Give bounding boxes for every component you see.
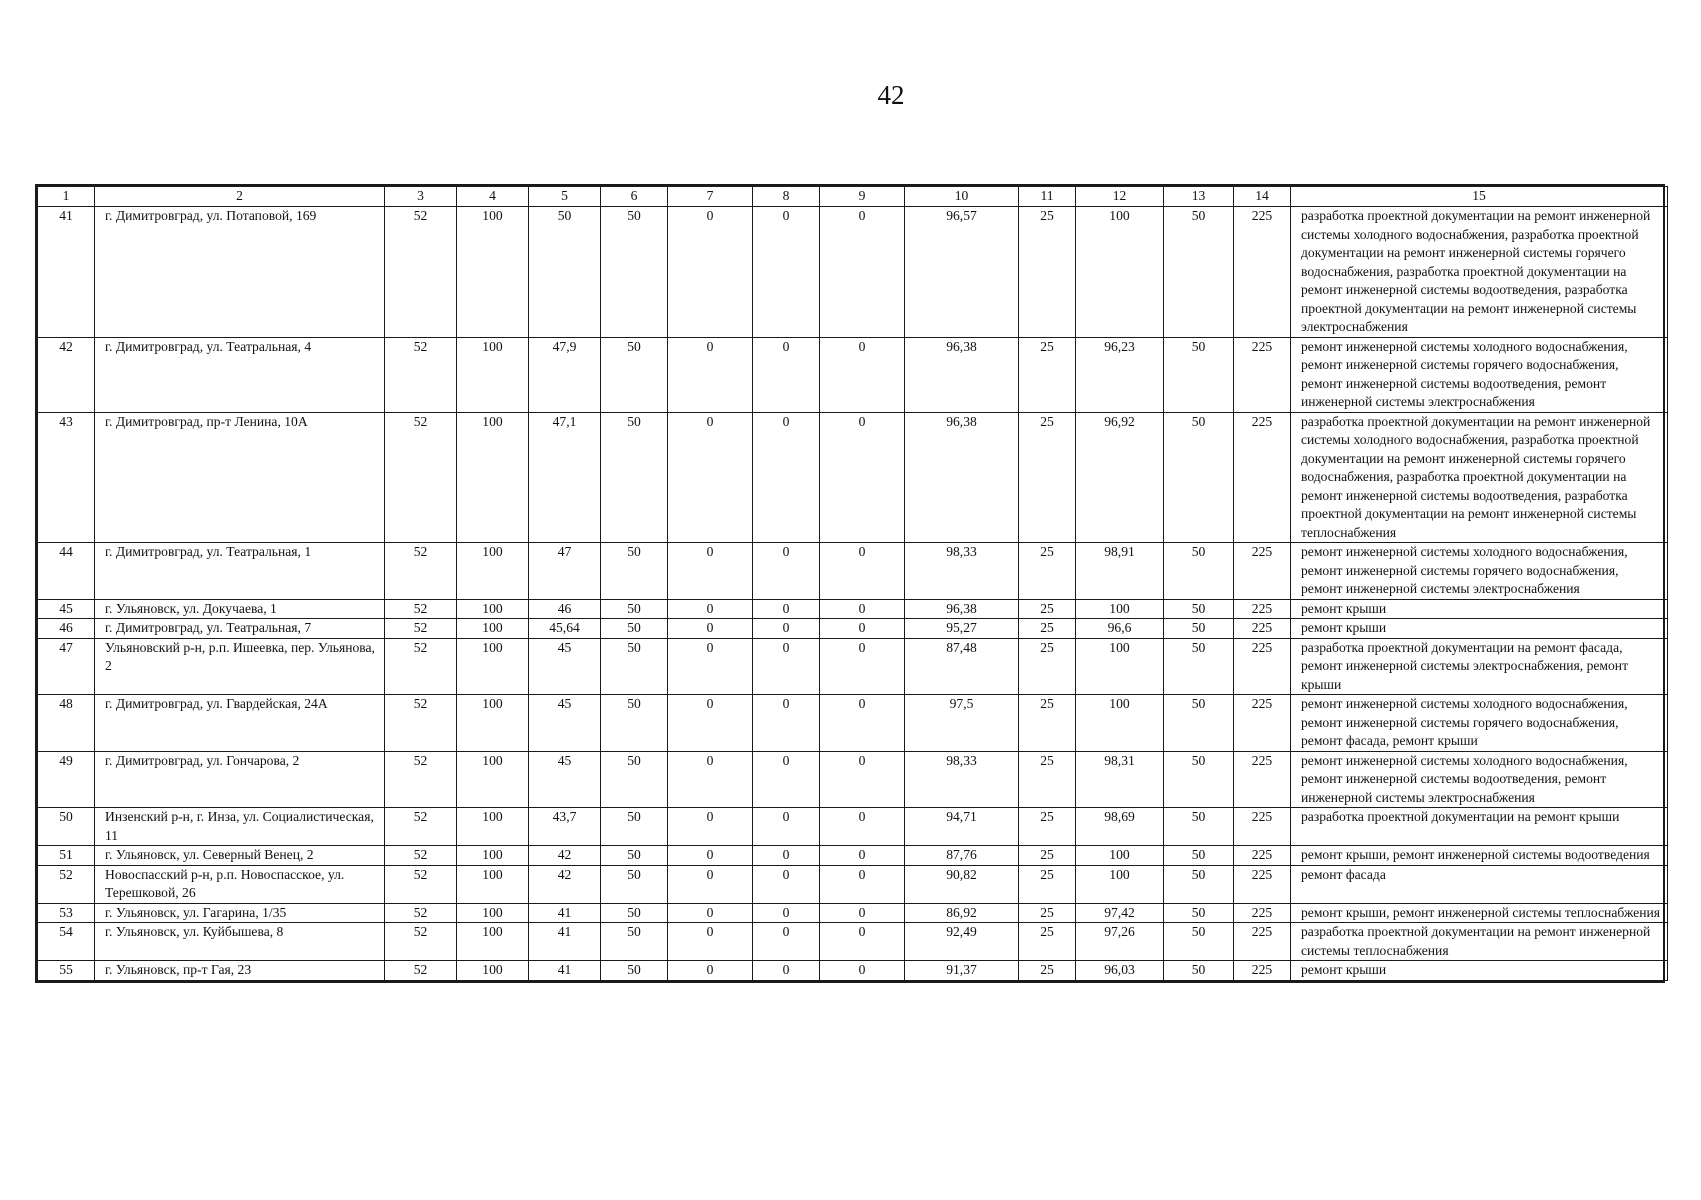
cell-value-9: 0 (820, 207, 905, 338)
cell-value-10: 96,38 (905, 337, 1019, 412)
cell-value-3: 52 (385, 599, 457, 619)
data-table-container (35, 184, 1665, 983)
column-header: 2 (95, 187, 385, 207)
cell-value-5: 46 (529, 599, 601, 619)
cell-row-number: 47 (38, 638, 95, 695)
cell-value-14: 225 (1234, 846, 1291, 866)
cell-value-8: 0 (753, 808, 820, 846)
cell-value-10: 87,76 (905, 846, 1019, 866)
cell-value-10: 95,27 (905, 619, 1019, 639)
cell-value-11: 25 (1019, 903, 1076, 923)
cell-value-14: 225 (1234, 619, 1291, 639)
cell-value-7: 0 (668, 961, 753, 981)
cell-value-7: 0 (668, 846, 753, 866)
cell-address: г. Ульяновск, ул. Куйбышева, 8 (95, 923, 385, 961)
cell-value-12: 96,6 (1076, 619, 1164, 639)
cell-value-13: 50 (1164, 619, 1234, 639)
cell-value-9: 0 (820, 412, 905, 543)
cell-value-14: 225 (1234, 865, 1291, 903)
cell-value-3: 52 (385, 619, 457, 639)
cell-work-description: ремонт крыши, ремонт инженерной системы теплоснабжения (1291, 903, 1668, 923)
cell-row-number: 45 (38, 599, 95, 619)
cell-value-9: 0 (820, 599, 905, 619)
cell-value-13: 50 (1164, 923, 1234, 961)
table-row (38, 903, 1668, 923)
cell-value-7: 0 (668, 412, 753, 543)
cell-value-14: 225 (1234, 808, 1291, 846)
column-header: 14 (1234, 187, 1291, 207)
cell-value-5: 45,64 (529, 619, 601, 639)
cell-work-description: ремонт инженерной системы холодного водоснабжения, ремонт инженерной системы горячего водоснабжения, ремонт фасада, ремонт крыши (1291, 695, 1668, 752)
cell-value-4: 100 (457, 846, 529, 866)
cell-value-4: 100 (457, 751, 529, 808)
column-header: 9 (820, 187, 905, 207)
cell-value-10: 97,5 (905, 695, 1019, 752)
cell-value-7: 0 (668, 808, 753, 846)
cell-value-10: 98,33 (905, 751, 1019, 808)
cell-value-6: 50 (601, 543, 668, 600)
cell-value-7: 0 (668, 599, 753, 619)
cell-row-number: 53 (38, 903, 95, 923)
cell-row-number: 48 (38, 695, 95, 752)
cell-value-14: 225 (1234, 923, 1291, 961)
cell-row-number: 41 (38, 207, 95, 338)
cell-value-8: 0 (753, 412, 820, 543)
cell-value-12: 97,42 (1076, 903, 1164, 923)
cell-value-4: 100 (457, 695, 529, 752)
cell-value-10: 96,38 (905, 599, 1019, 619)
cell-value-11: 25 (1019, 808, 1076, 846)
cell-value-10: 91,37 (905, 961, 1019, 981)
cell-address: г. Димитровград, ул. Театральная, 7 (95, 619, 385, 639)
cell-value-11: 25 (1019, 619, 1076, 639)
cell-value-11: 25 (1019, 923, 1076, 961)
cell-value-5: 41 (529, 961, 601, 981)
cell-value-11: 25 (1019, 543, 1076, 600)
cell-value-8: 0 (753, 543, 820, 600)
cell-value-14: 225 (1234, 412, 1291, 543)
cell-value-10: 90,82 (905, 865, 1019, 903)
cell-value-9: 0 (820, 619, 905, 639)
cell-value-3: 52 (385, 207, 457, 338)
cell-value-9: 0 (820, 695, 905, 752)
cell-value-3: 52 (385, 543, 457, 600)
cell-value-9: 0 (820, 846, 905, 866)
cell-value-5: 42 (529, 865, 601, 903)
cell-value-14: 225 (1234, 207, 1291, 338)
column-header: 1 (38, 187, 95, 207)
cell-value-6: 50 (601, 751, 668, 808)
cell-value-3: 52 (385, 412, 457, 543)
table-row (38, 619, 1668, 639)
cell-work-description: ремонт крыши (1291, 619, 1668, 639)
table-row (38, 961, 1668, 981)
cell-value-14: 225 (1234, 543, 1291, 600)
column-header: 5 (529, 187, 601, 207)
cell-address: г. Димитровград, ул. Гончарова, 2 (95, 751, 385, 808)
cell-value-8: 0 (753, 961, 820, 981)
cell-value-5: 50 (529, 207, 601, 338)
table-row (38, 695, 1668, 752)
cell-value-4: 100 (457, 412, 529, 543)
cell-value-6: 50 (601, 412, 668, 543)
cell-value-8: 0 (753, 337, 820, 412)
cell-value-14: 225 (1234, 695, 1291, 752)
column-header: 15 (1291, 187, 1668, 207)
cell-work-description: разработка проектной документации на ремонт инженерной системы теплоснабжения (1291, 923, 1668, 961)
cell-value-6: 50 (601, 695, 668, 752)
cell-address: Инзенский р-н, г. Инза, ул. Социалистическая, 11 (95, 808, 385, 846)
cell-value-13: 50 (1164, 543, 1234, 600)
cell-value-5: 43,7 (529, 808, 601, 846)
cell-value-8: 0 (753, 207, 820, 338)
cell-value-6: 50 (601, 207, 668, 338)
cell-value-5: 45 (529, 751, 601, 808)
cell-value-13: 50 (1164, 207, 1234, 338)
cell-value-7: 0 (668, 751, 753, 808)
cell-value-14: 225 (1234, 903, 1291, 923)
cell-value-13: 50 (1164, 412, 1234, 543)
cell-address: г. Димитровград, ул. Театральная, 1 (95, 543, 385, 600)
cell-value-7: 0 (668, 543, 753, 600)
cell-value-5: 41 (529, 903, 601, 923)
cell-value-12: 100 (1076, 207, 1164, 338)
column-header: 3 (385, 187, 457, 207)
table-row (38, 599, 1668, 619)
column-header: 12 (1076, 187, 1164, 207)
cell-value-5: 47 (529, 543, 601, 600)
cell-value-3: 52 (385, 923, 457, 961)
table-row (38, 865, 1668, 903)
column-header: 13 (1164, 187, 1234, 207)
table-body (38, 207, 1668, 981)
cell-address: г. Ульяновск, ул. Гагарина, 1/35 (95, 903, 385, 923)
column-header: 10 (905, 187, 1019, 207)
cell-value-3: 52 (385, 695, 457, 752)
cell-value-12: 100 (1076, 695, 1164, 752)
cell-value-7: 0 (668, 207, 753, 338)
cell-value-12: 96,23 (1076, 337, 1164, 412)
column-header: 7 (668, 187, 753, 207)
cell-value-11: 25 (1019, 695, 1076, 752)
cell-value-12: 96,92 (1076, 412, 1164, 543)
cell-address: Новоспасский р-н, р.п. Новоспасское, ул. Терешковой, 26 (95, 865, 385, 903)
cell-value-10: 98,33 (905, 543, 1019, 600)
cell-row-number: 51 (38, 846, 95, 866)
cell-value-7: 0 (668, 695, 753, 752)
cell-work-description: ремонт инженерной системы холодного водоснабжения, ремонт инженерной системы горячего водоснабжения, ремонт инженерной системы электроснабжения (1291, 543, 1668, 600)
cell-value-4: 100 (457, 923, 529, 961)
column-header: 6 (601, 187, 668, 207)
column-header: 11 (1019, 187, 1076, 207)
cell-value-9: 0 (820, 961, 905, 981)
cell-work-description: ремонт крыши, ремонт инженерной системы водоотведения (1291, 846, 1668, 866)
cell-value-4: 100 (457, 865, 529, 903)
cell-address: г. Димитровград, ул. Потаповой, 169 (95, 207, 385, 338)
cell-row-number: 46 (38, 619, 95, 639)
cell-value-3: 52 (385, 846, 457, 866)
cell-value-13: 50 (1164, 865, 1234, 903)
cell-value-14: 225 (1234, 599, 1291, 619)
cell-value-4: 100 (457, 808, 529, 846)
cell-work-description: разработка проектной документации на ремонт инженерной системы холодного водоснабжения, разработка проектной документации на ремонт инженерной системы горячего водоснабжения, разработка проектной документации на ремонт инженерной системы водоотведения, разработка проектной документации на ремонт инженерной системы электроснабжения (1291, 207, 1668, 338)
cell-value-6: 50 (601, 961, 668, 981)
table-row (38, 846, 1668, 866)
cell-value-13: 50 (1164, 599, 1234, 619)
cell-value-7: 0 (668, 337, 753, 412)
table-row (38, 808, 1668, 846)
cell-value-13: 50 (1164, 337, 1234, 412)
cell-value-8: 0 (753, 619, 820, 639)
cell-value-8: 0 (753, 638, 820, 695)
cell-value-11: 25 (1019, 865, 1076, 903)
cell-value-14: 225 (1234, 638, 1291, 695)
cell-value-6: 50 (601, 808, 668, 846)
cell-value-4: 100 (457, 337, 529, 412)
cell-value-13: 50 (1164, 903, 1234, 923)
cell-value-7: 0 (668, 638, 753, 695)
cell-address: г. Димитровград, пр-т Ленина, 10А (95, 412, 385, 543)
cell-value-5: 45 (529, 695, 601, 752)
table-row (38, 923, 1668, 961)
cell-value-8: 0 (753, 695, 820, 752)
cell-value-9: 0 (820, 543, 905, 600)
column-header: 8 (753, 187, 820, 207)
cell-value-13: 50 (1164, 846, 1234, 866)
cell-value-8: 0 (753, 865, 820, 903)
cell-address: г. Ульяновск, ул. Северный Венец, 2 (95, 846, 385, 866)
cell-value-9: 0 (820, 337, 905, 412)
cell-row-number: 49 (38, 751, 95, 808)
cell-value-12: 98,31 (1076, 751, 1164, 808)
page-number: 42 (877, 80, 905, 110)
data-table (37, 186, 1668, 981)
cell-value-9: 0 (820, 903, 905, 923)
cell-address: г. Ульяновск, ул. Докучаева, 1 (95, 599, 385, 619)
cell-value-5: 47,1 (529, 412, 601, 543)
cell-value-14: 225 (1234, 751, 1291, 808)
cell-value-12: 100 (1076, 846, 1164, 866)
cell-address: Ульяновский р-н, р.п. Ишеевка, пер. Ульянова, 2 (95, 638, 385, 695)
cell-value-9: 0 (820, 923, 905, 961)
cell-value-13: 50 (1164, 638, 1234, 695)
cell-row-number: 42 (38, 337, 95, 412)
cell-value-7: 0 (668, 865, 753, 903)
cell-value-6: 50 (601, 846, 668, 866)
cell-value-12: 100 (1076, 865, 1164, 903)
cell-value-3: 52 (385, 638, 457, 695)
cell-value-3: 52 (385, 751, 457, 808)
cell-value-7: 0 (668, 619, 753, 639)
cell-value-11: 25 (1019, 846, 1076, 866)
cell-work-description: ремонт фасада (1291, 865, 1668, 903)
cell-value-7: 0 (668, 923, 753, 961)
cell-value-4: 100 (457, 207, 529, 338)
cell-value-13: 50 (1164, 808, 1234, 846)
cell-value-11: 25 (1019, 961, 1076, 981)
cell-work-description: ремонт инженерной системы холодного водоснабжения, ремонт инженерной системы водоотведения, ремонт инженерной системы электроснабжения (1291, 751, 1668, 808)
cell-address: г. Ульяновск, пр-т Гая, 23 (95, 961, 385, 981)
cell-value-10: 94,71 (905, 808, 1019, 846)
cell-work-description: разработка проектной документации на ремонт фасада, ремонт инженерной системы электроснабжения, ремонт крыши (1291, 638, 1668, 695)
cell-work-description: ремонт крыши (1291, 961, 1668, 981)
table-row (38, 207, 1668, 338)
cell-value-13: 50 (1164, 961, 1234, 981)
cell-value-4: 100 (457, 599, 529, 619)
column-header: 4 (457, 187, 529, 207)
cell-value-8: 0 (753, 923, 820, 961)
cell-value-3: 52 (385, 808, 457, 846)
cell-value-12: 98,91 (1076, 543, 1164, 600)
cell-value-11: 25 (1019, 207, 1076, 338)
cell-value-10: 96,38 (905, 412, 1019, 543)
cell-value-11: 25 (1019, 337, 1076, 412)
cell-value-5: 41 (529, 923, 601, 961)
cell-address: г. Димитровград, ул. Гвардейская, 24А (95, 695, 385, 752)
cell-value-9: 0 (820, 751, 905, 808)
cell-value-4: 100 (457, 619, 529, 639)
cell-address: г. Димитровград, ул. Театральная, 4 (95, 337, 385, 412)
cell-value-4: 100 (457, 903, 529, 923)
cell-value-4: 100 (457, 961, 529, 981)
cell-value-3: 52 (385, 961, 457, 981)
cell-value-4: 100 (457, 638, 529, 695)
cell-value-11: 25 (1019, 638, 1076, 695)
cell-value-13: 50 (1164, 695, 1234, 752)
cell-row-number: 55 (38, 961, 95, 981)
cell-value-6: 50 (601, 865, 668, 903)
cell-row-number: 52 (38, 865, 95, 903)
cell-value-10: 92,49 (905, 923, 1019, 961)
cell-value-10: 87,48 (905, 638, 1019, 695)
cell-row-number: 43 (38, 412, 95, 543)
cell-value-5: 45 (529, 638, 601, 695)
table-header-row (38, 187, 1668, 207)
cell-value-6: 50 (601, 638, 668, 695)
cell-value-14: 225 (1234, 337, 1291, 412)
cell-row-number: 50 (38, 808, 95, 846)
cell-value-6: 50 (601, 619, 668, 639)
cell-value-9: 0 (820, 865, 905, 903)
cell-value-6: 50 (601, 599, 668, 619)
cell-value-8: 0 (753, 846, 820, 866)
cell-value-8: 0 (753, 903, 820, 923)
cell-work-description: ремонт крыши (1291, 599, 1668, 619)
cell-value-12: 100 (1076, 599, 1164, 619)
cell-value-14: 225 (1234, 961, 1291, 981)
cell-value-12: 97,26 (1076, 923, 1164, 961)
cell-value-3: 52 (385, 865, 457, 903)
cell-value-7: 0 (668, 903, 753, 923)
cell-value-5: 42 (529, 846, 601, 866)
cell-work-description: разработка проектной документации на ремонт крыши (1291, 808, 1668, 846)
table-row (38, 412, 1668, 543)
cell-value-8: 0 (753, 599, 820, 619)
table-row (38, 638, 1668, 695)
cell-value-5: 47,9 (529, 337, 601, 412)
cell-value-8: 0 (753, 751, 820, 808)
cell-value-3: 52 (385, 903, 457, 923)
cell-value-6: 50 (601, 923, 668, 961)
cell-value-11: 25 (1019, 599, 1076, 619)
cell-value-12: 96,03 (1076, 961, 1164, 981)
cell-value-10: 86,92 (905, 903, 1019, 923)
cell-row-number: 44 (38, 543, 95, 600)
cell-row-number: 54 (38, 923, 95, 961)
cell-value-4: 100 (457, 543, 529, 600)
cell-value-3: 52 (385, 337, 457, 412)
cell-value-9: 0 (820, 808, 905, 846)
cell-value-6: 50 (601, 337, 668, 412)
cell-work-description: разработка проектной документации на ремонт инженерной системы холодного водоснабжения, разработка проектной документации на ремонт инженерной системы горячего водоснабжения, разработка проектной документации на ремонт инженерной системы водоотведения, разработка проектной документации на ремонт инженерной системы теплоснабжения (1291, 412, 1668, 543)
table-row (38, 751, 1668, 808)
cell-value-9: 0 (820, 638, 905, 695)
table-row (38, 337, 1668, 412)
cell-value-12: 100 (1076, 638, 1164, 695)
cell-value-6: 50 (601, 903, 668, 923)
cell-value-13: 50 (1164, 751, 1234, 808)
cell-value-12: 98,69 (1076, 808, 1164, 846)
cell-value-11: 25 (1019, 412, 1076, 543)
cell-work-description: ремонт инженерной системы холодного водоснабжения, ремонт инженерной системы горячего водоснабжения, ремонт инженерной системы водоотведения, ремонт инженерной системы электроснабжения (1291, 337, 1668, 412)
table-row (38, 543, 1668, 600)
cell-value-11: 25 (1019, 751, 1076, 808)
cell-value-10: 96,57 (905, 207, 1019, 338)
